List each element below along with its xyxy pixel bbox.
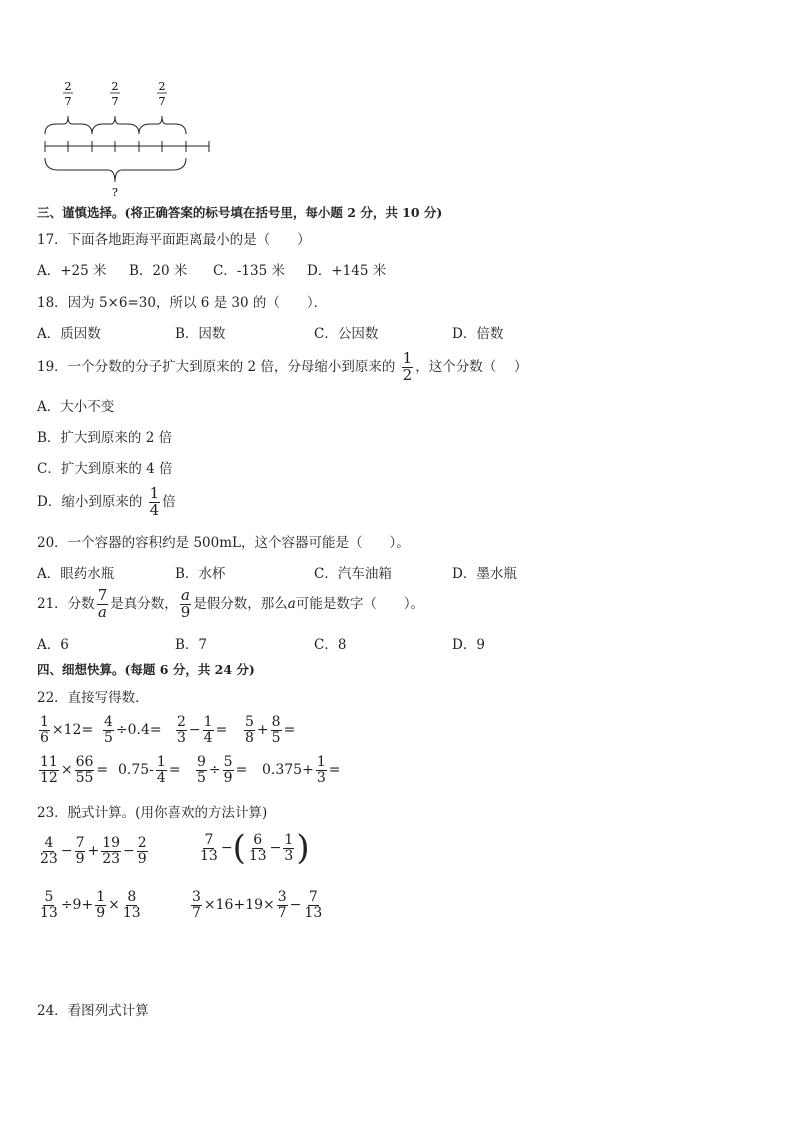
- mental-calc-expression: $\frac{11}{12}$ × $\frac{66}{55}$ =: [40, 754, 109, 786]
- variable-a: a: [287, 595, 296, 612]
- fraction: $\frac{7}{13}$: [304, 889, 323, 921]
- question-21-text: 21．分数: [37, 595, 95, 612]
- fraction: $\frac{7}{9}$: [75, 835, 85, 867]
- mental-calc-expression: 0.75- $\frac{1}{4}$ =: [118, 754, 181, 786]
- fraction: $\frac{6}{13}$: [248, 831, 267, 864]
- question-21-options: [37, 633, 485, 653]
- lower-brace: [45, 158, 186, 182]
- svg-text:7: 7: [111, 95, 119, 108]
- option-d-text: D．缩小到原来的: [37, 493, 143, 510]
- fraction: $\frac{2}{3}$: [177, 714, 186, 746]
- option-d[interactable]: [37, 486, 176, 519]
- option-d[interactable]: D．+145 米: [307, 263, 387, 279]
- top-fraction-label: [110, 80, 120, 108]
- fraction: $\frac{1}{4}$: [149, 484, 160, 519]
- fraction: $\frac{2}{9}$: [137, 835, 147, 867]
- stepwise-calc-expression: $\frac{5}{13}$ ÷9+ $\frac{1}{9}$ × $\frac{8}{13}$: [40, 889, 141, 921]
- mental-calc-expression: 0.375+ $\frac{1}{3}$ =: [262, 754, 341, 786]
- option-a[interactable]: A．质因数: [37, 326, 101, 342]
- question-19-stem: [37, 351, 528, 384]
- option-d[interactable]: D．墨水瓶: [452, 566, 517, 582]
- top-fraction-label: [63, 80, 73, 108]
- option-b[interactable]: B．扩大到原来的 2 倍: [37, 430, 173, 446]
- option-d[interactable]: D．9: [452, 637, 485, 653]
- fraction: $\frac{1}{4}$: [156, 754, 166, 786]
- fraction: $\frac{3}{7}$: [192, 889, 201, 921]
- mental-calc-expression: $\frac{1}{6}$ ×12=: [40, 714, 94, 746]
- svg-text:7: 7: [64, 95, 72, 108]
- question-24-stem: 24．看图列式计算: [37, 1003, 149, 1019]
- fraction: $\frac{1}{9}$: [96, 889, 106, 921]
- fraction: $\frac{8}{13}$: [122, 889, 141, 921]
- fraction: $\frac{1}{4}$: [203, 714, 213, 746]
- section-3-heading: 三、谨慎选择。(将正确答案的标号填在括号里，每小题 2 分，共 10 分): [37, 205, 443, 220]
- fraction: $\frac{11}{12}$: [40, 754, 58, 786]
- question-17-stem: 17．下面各地距海平面距离最小的是（ ）: [37, 232, 311, 248]
- mental-calc-expression: $\frac{5}{8}$ + $\frac{8}{5}$ =: [245, 714, 296, 746]
- upper-brace: [92, 116, 139, 134]
- section-4-heading: 四、细想快算。(每题 6 分，共 24 分): [37, 662, 255, 677]
- svg-text:2: 2: [158, 80, 166, 93]
- fraction: $\frac{5}{13}$: [40, 889, 58, 921]
- option-b[interactable]: B．7: [175, 637, 208, 653]
- stepwise-calc-expression: $\frac{4}{23}$ − $\frac{7}{9}$ + $\frac{19}{23}$ − $\frac{2}{9}$: [40, 835, 147, 867]
- option-b[interactable]: B．20 米: [129, 263, 188, 279]
- fraction: $\frac{8}{5}$: [271, 714, 281, 746]
- question-21-text: 可能是数字（ ）。: [295, 595, 425, 612]
- option-c[interactable]: C．汽车油箱: [314, 566, 392, 582]
- fraction: $\frac{66}{55}$: [75, 754, 94, 786]
- option-a[interactable]: A．眼药水瓶: [37, 566, 115, 582]
- fraction: $\frac{4}{5}$: [104, 714, 113, 746]
- fraction: $\frac{4}{23}$: [40, 835, 58, 867]
- stepwise-calc-expression: $\frac{7}{13}$ −( $\frac{6}{13}$ − $\frac{1}{3}$ ): [200, 828, 310, 868]
- option-d[interactable]: D．倍数: [452, 326, 504, 342]
- fraction: $\frac{19}{23}$: [102, 835, 121, 867]
- fraction: $\frac{5}{8}$: [245, 714, 254, 746]
- fraction: $\frac{3}{7}$: [277, 889, 287, 921]
- question-18-stem: 18．因为 5×6=30，所以 6 是 30 的（ ）．: [37, 295, 328, 311]
- option-d-text-end: 倍: [162, 493, 176, 510]
- fraction: $\frac{1}{3}$: [284, 831, 294, 864]
- upper-brace: [45, 116, 92, 134]
- option-c[interactable]: C．公因数: [314, 326, 379, 342]
- mental-calc-expression: $\frac{2}{3}$ − $\frac{1}{4}$ =: [177, 714, 228, 746]
- question-21-text: 是假分数，那么: [193, 595, 288, 612]
- fraction: $\frac{1}{6}$: [40, 714, 49, 746]
- option-c[interactable]: C．8: [314, 637, 347, 653]
- unknown-label: ?: [112, 186, 118, 199]
- fraction: $\frac{1}{2}$: [402, 349, 413, 384]
- stepwise-calc-expression: $\frac{3}{7}$ ×16+19× $\frac{3}{7}$ − $\frac{7}{13}$: [192, 889, 323, 921]
- question-20-stem: 20．一个容器的容积约是 500mL，这个容器可能是（ ）。: [37, 535, 410, 551]
- option-a[interactable]: A．+25 米: [37, 263, 107, 279]
- question-19-text-end: ，这个分数（ ）: [415, 358, 528, 375]
- option-b[interactable]: B．水杯: [175, 566, 226, 582]
- fraction: $\frac{7}{13}$: [200, 831, 218, 864]
- question-20-options: [37, 562, 517, 582]
- upper-brace: [139, 116, 186, 134]
- fraction: $\frac{1}{3}$: [316, 754, 326, 786]
- question-22-stem: 22．直接写得数．: [37, 690, 149, 706]
- svg-text:2: 2: [111, 80, 119, 93]
- option-a[interactable]: A．6: [37, 637, 69, 653]
- option-c[interactable]: C．扩大到原来的 4 倍: [37, 461, 173, 477]
- option-b[interactable]: B．因数: [175, 326, 226, 342]
- fraction: $\frac{5}{9}$: [223, 754, 233, 786]
- option-c[interactable]: C．-135 米: [213, 263, 285, 279]
- top-fraction-label: [157, 80, 167, 108]
- question-17-options: [37, 259, 386, 279]
- question-21-text: 是真分数，: [110, 595, 178, 612]
- question-23-stem: 23．脱式计算。(用你喜欢的方法计算): [37, 805, 268, 821]
- question-21-stem: [37, 588, 424, 621]
- fraction-line-diagram: [36, 78, 216, 203]
- svg-text:2: 2: [64, 80, 72, 93]
- mental-calc-expression: $\frac{9}{5}$ ÷ $\frac{5}{9}$ =: [197, 754, 248, 786]
- fraction: $\frac{a}{9}$: [180, 586, 191, 621]
- svg-text:7: 7: [158, 95, 166, 108]
- mental-calc-expression: $\frac{4}{5}$ ÷0.4=: [104, 714, 162, 746]
- option-a[interactable]: A．大小不变: [37, 399, 115, 415]
- question-19-text: 19．一个分数的分子扩大到原来的 2 倍，分母缩小到原来的: [37, 358, 396, 375]
- question-18-options: [37, 322, 503, 342]
- fraction: $\frac{7}{a}$: [97, 586, 108, 621]
- fraction: $\frac{9}{5}$: [197, 754, 206, 786]
